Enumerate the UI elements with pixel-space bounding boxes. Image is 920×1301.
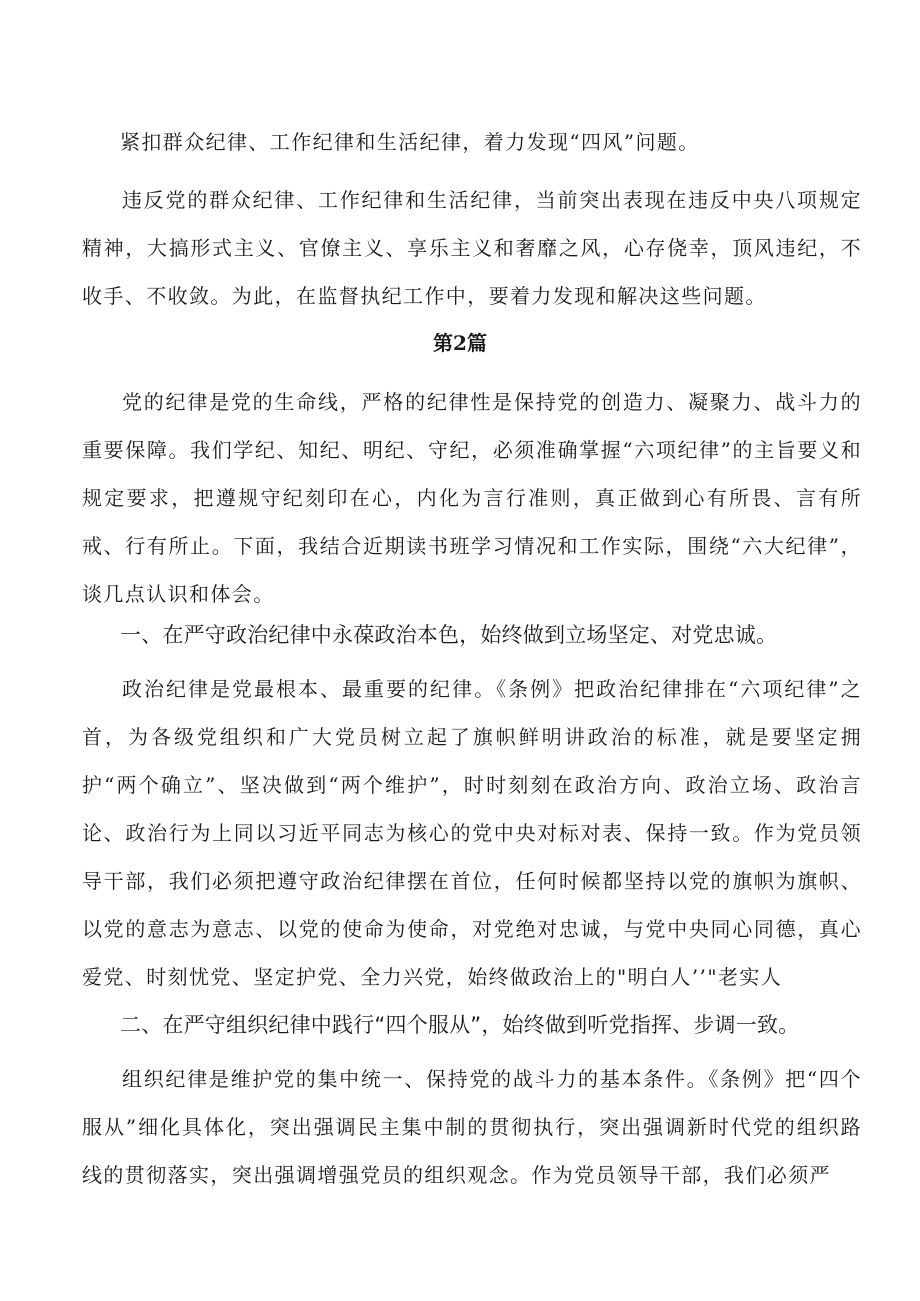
section-1-paragraph: 政治纪律是党最根本、最重要的纪律。《条例》把政治纪律排在“六项纪律”之首，为各级党组织和广大党员树立起了旗帜鲜明讲政治的标准，就是要坚定拥护“两个确立”、坚决做到“两个维护”，时时刻刻在政治方向、政治立场、政治言论、政治行为上同以习近平同志为核心的党中央对标对表、保持一致。作为党员领导干部，我们必须把遵守政治纪律摆在首位，任何时候都坚持以党的旗帜为旗帜、以党的意志为意志、以党的使命为使命，对党绝对忠诚，与党中央同心同德，真心爱党、时刻忧党、坚定护党、全力兴党，始终做政治上的"明白人’’"老实人: [82, 677, 862, 989]
chapter-paragraph: 党的纪律是党的生命线，严格的纪律性是保持党的创造力、凝聚力、战斗力的重要保障。我们学纪、知纪、明纪、守纪，必须准确掌握“六项纪律”的主旨要义和规定要求，把遵规守纪刻印在心，内化为言行准则，真正做到心有所畏、言有所戒、行有所止。下面，我结合近期读书班学习情况和工作实际，围绕“六大纪律”，谈几点认识和体会。: [82, 390, 862, 606]
chapter-title: 第2篇: [433, 331, 487, 355]
intro-paragraph: 违反党的群众纪律、工作纪律和生活纪律，当前突出表现在违反中央八项规定精神，大搞形式主义、官僚主义、享乐主义和奢靡之风，心存侥幸，顶风违纪，不收手、不收敛。为此，在监督执纪工作中，要着力发现和解决这些问题。: [82, 188, 862, 308]
section-2-paragraph: 组织纪律是维护党的集中统一、保持党的战斗力的基本条件。《条例》把“四个服从”细化具体化，突出强调民主集中制的贯彻执行，突出强调新时代党的组织路线的贯彻落实，突出强调增强党员的组织观念。作为党员领导干部，我们必须严: [82, 1067, 862, 1187]
section-2-heading: 二、在严守组织纪律中践行“四个服从”，始终做到听党指挥、步调一致。: [120, 1013, 800, 1037]
intro-line: 紧扣群众纪律、工作纪律和生活纪律，着力发现“四风”问题。: [120, 130, 700, 154]
section-1-heading: 一、在严守政治纪律中永葆政治本色，始终做到立场坚定、对党忠诚。: [120, 623, 778, 647]
